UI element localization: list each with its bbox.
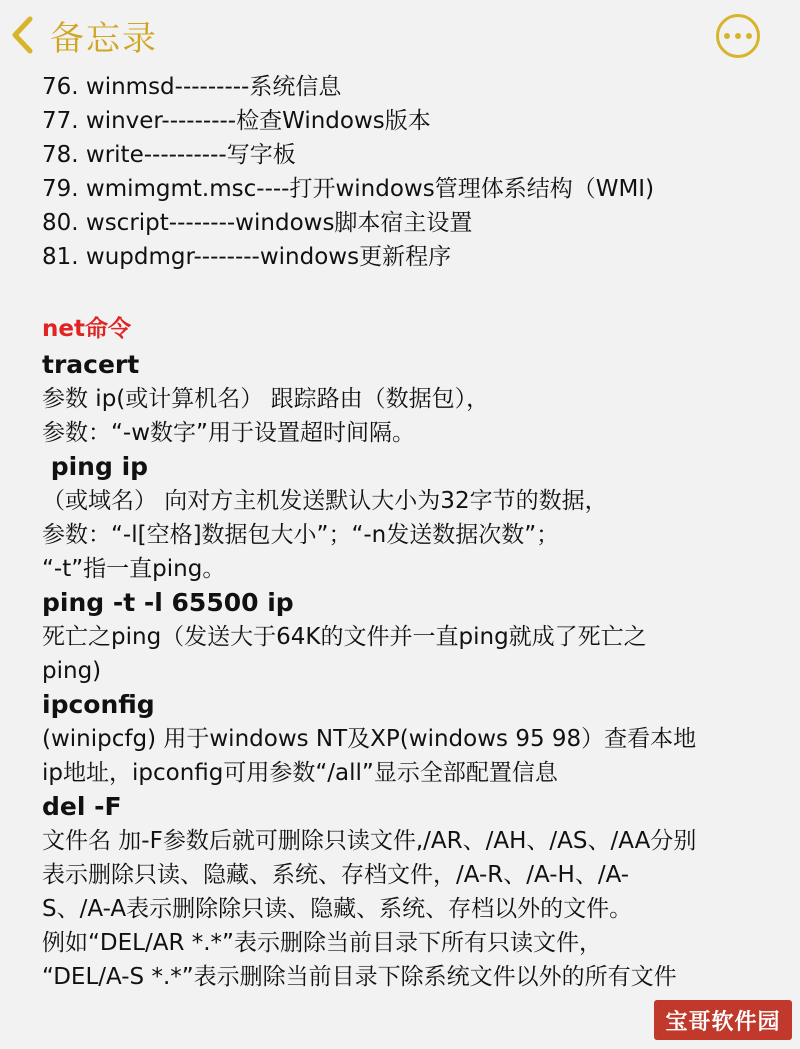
more-options-button[interactable] bbox=[716, 14, 760, 58]
command-text: 参数：“-w数字”用于设置超时间隔。 bbox=[42, 420, 415, 446]
command-text: “-t”指一直ping。 bbox=[42, 556, 226, 582]
command-heading: del -F bbox=[42, 792, 122, 821]
command-text: ip地址，ipconfig可用参数“/all”显示全部配置信息 bbox=[42, 760, 558, 786]
command-text: 参数：“-l[空格]数据包大小”；“-n发送数据次数”； bbox=[42, 522, 560, 548]
watermark-logo: 宝哥软件园 bbox=[654, 1000, 792, 1040]
list-item: 81. wupdmgr--------windows更新程序 bbox=[42, 244, 452, 270]
spacer bbox=[42, 274, 782, 310]
command-heading: ping ip bbox=[42, 452, 149, 481]
note-content[interactable] bbox=[42, 70, 782, 994]
command-heading: ping -t -l 65500 ip bbox=[42, 588, 294, 617]
more-dots-icon bbox=[724, 33, 730, 39]
command-text: 参数 ip(或计算机名） 跟踪路由（数据包）， bbox=[42, 386, 490, 412]
chevron-left-icon bbox=[10, 15, 34, 55]
command-text: S、/A-A表示删除除只读、隐藏、系统、存档以外的文件。 bbox=[42, 896, 633, 922]
top-bar bbox=[0, 0, 800, 70]
list-item: 78. write----------写字板 bbox=[42, 142, 296, 168]
command-text: “DEL/A-S *.*”表示删除当前目录下除系统文件以外的所有文件 bbox=[42, 964, 677, 990]
command-heading: ipconfig bbox=[42, 690, 155, 719]
command-text: 例如“DEL/AR *.*”表示删除当前目录下所有只读文件， bbox=[42, 930, 602, 956]
command-text: （或域名） 向对方主机发送默认大小为32字节的数据， bbox=[42, 488, 608, 514]
list-item: 80. wscript--------windows脚本宿主设置 bbox=[42, 210, 473, 236]
section-title: net命令 bbox=[42, 316, 131, 342]
command-text: 死亡之ping（发送大于64K的文件并一直ping就成了死亡之 bbox=[42, 624, 647, 650]
back-button[interactable] bbox=[10, 10, 158, 60]
command-text: 文件名 加-F参数后就可删除只读文件,/AR、/AH、/AS、/AA分别 bbox=[42, 828, 697, 854]
more-dots-icon bbox=[735, 33, 741, 39]
command-heading: tracert bbox=[42, 350, 140, 379]
command-text: ping) bbox=[42, 658, 102, 684]
back-label: 备忘录 bbox=[50, 18, 158, 59]
list-item: 76. winmsd---------系统信息 bbox=[42, 74, 342, 100]
command-text: 表示删除只读、隐藏、系统、存档文件，/A-R、/A-H、/A- bbox=[42, 862, 630, 888]
more-dots-icon bbox=[746, 33, 752, 39]
list-item: 77. winver---------检查Windows版本 bbox=[42, 108, 431, 134]
command-text: (winipcfg) 用于windows NT及XP(windows 95 98）查看本地 bbox=[42, 726, 697, 752]
list-item: 79. wmimgmt.msc----打开windows管理体系结构（WMI) bbox=[42, 176, 655, 202]
